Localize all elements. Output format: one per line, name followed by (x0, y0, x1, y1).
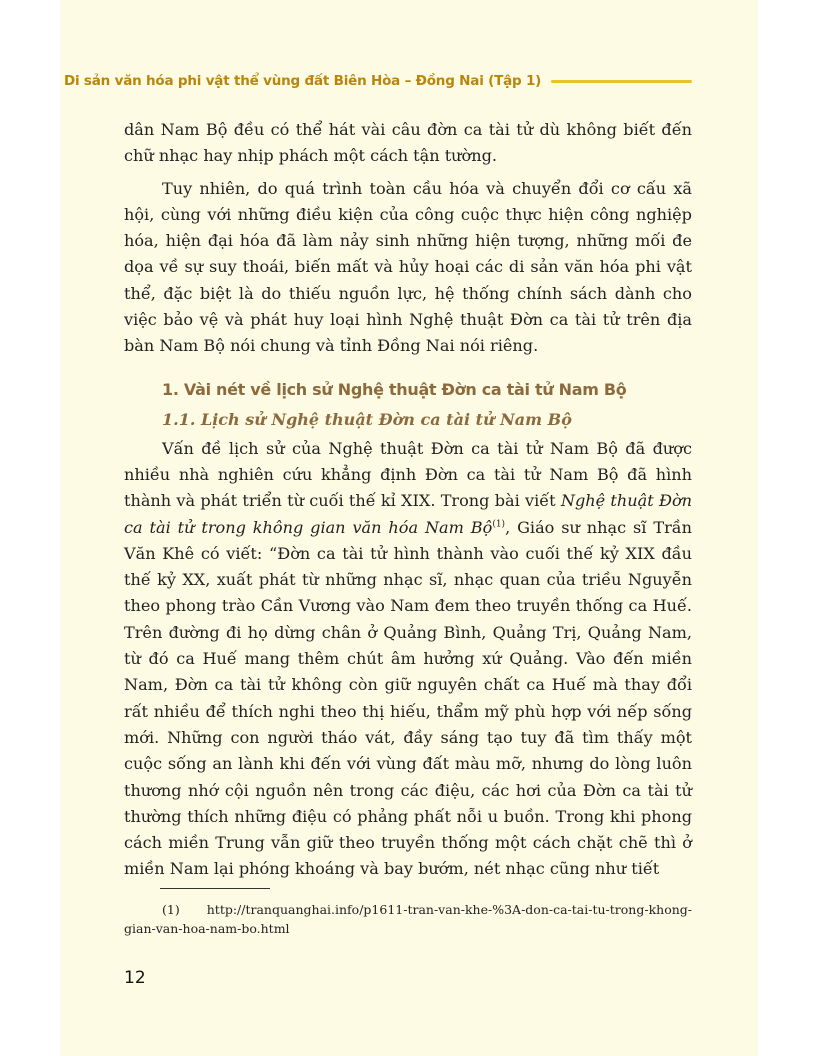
paragraph-continuation: dân Nam Bộ đều có thể hát vài câu đờn ca tài tử dù không biết đến chữ nhạc hay nhịp phách một cách tận tường. (124, 120, 692, 166)
body-text (124, 117, 692, 883)
footnote-divider (160, 888, 270, 889)
history-text-start: Vấn đề lịch sử của Nghệ thuật Đờn ca tài tử Nam Bộ đã được nhiều nhà nghiên cứu khẳng định Đờn ca tài tử Nam Bộ đã hình thành và phát triển từ cuối thế kỉ XIX. Trong bài viết (124, 438, 692, 511)
header-rule-line (551, 80, 692, 83)
footnote-marker: (1) (492, 519, 506, 530)
article-title: Nghệ thuật Đờn ca tài tử trong không gian văn hóa Nam Bộ (124, 491, 692, 537)
paragraph-history (124, 436, 692, 883)
paragraph-globalization: Tuy nhiên, do quá trình toàn cầu hóa và chuyển đổi cơ cấu xã hội, cùng với những điều kiện của công cuộc thực hiện công nghiệp hóa, hiện đại hóa đã làm nảy sinh những hiện tượng, những mối đe dọa về sự suy thoái, biến mất và hủy hoại các di sản văn hóa phi vật thể, đặc biệt là do thiếu nguồn lực, hệ thống chính sách dành cho việc bảo vệ và phát huy loại hình Nghệ thuật Đờn ca tài tử trên địa bàn Nam Bộ nói chung và tỉnh Đồng Nai nói riêng. (124, 178, 692, 356)
history-text-rest: , Giáo sư nhạc sĩ Trần Văn Khê có viết: “Đờn ca tài tử hình thành vào cuối thế kỷ XIX đầu thế kỷ XX, xuất phát từ những nhạc sĩ, nhạc quan của triều Nguyễn theo phong trào Cần Vương vào Nam đem theo truyền thống ca Huế. Trên đường đi họ dừng chân ở Quảng Bình, Quảng Trị, Quảng Nam, từ đó ca Huế mang thêm chút âm hưởng xứ Quảng. Vào đến miền Nam, Đờn ca tài tử không còn giữ nguyên chất ca Huế mà thay đổi rất nhiều để thích nghi theo thị hiếu, thẩm mỹ phù hợp với nếp sống mới. Những con người tháo vát, đầy sáng tạo tuy đã tìm thấy một cuộc sống an lành khi đến với vùng đất màu mỡ, nhưng do lòng luôn thương nhớ cội nguồn nên trong các điệu, các hơi của Đờn ca tài tử thường thích những điệu có phảng phất nỗi u buồn. Trong khi phong cách miền Trung vẫn giữ theo truyền thống một cách chặt chẽ thì ở miền Nam lại phóng khoáng và bay bướm, nét nhạc cũng như tiết (124, 517, 692, 879)
running-header (64, 70, 692, 92)
page-number: 12 (124, 968, 146, 988)
running-header-title: Di sản văn hóa phi vật thể vùng đất Biên Hòa – Đồng Nai (Tập 1) (64, 73, 542, 89)
section-heading: 1. Vài nét về lịch sử Nghệ thuật Đờn ca tài tử Nam Bộ (162, 379, 627, 399)
footnote: (1) http://tranquanghai.info/p1611-tran-van-khe-%3A-don-ca-tai-tu-trong-khong-gian-van-hoa-nam-bo.html (124, 902, 692, 936)
subsection-heading: 1.1. Lịch sử Nghệ thuật Đờn ca tài tử Nam Bộ (162, 409, 572, 429)
